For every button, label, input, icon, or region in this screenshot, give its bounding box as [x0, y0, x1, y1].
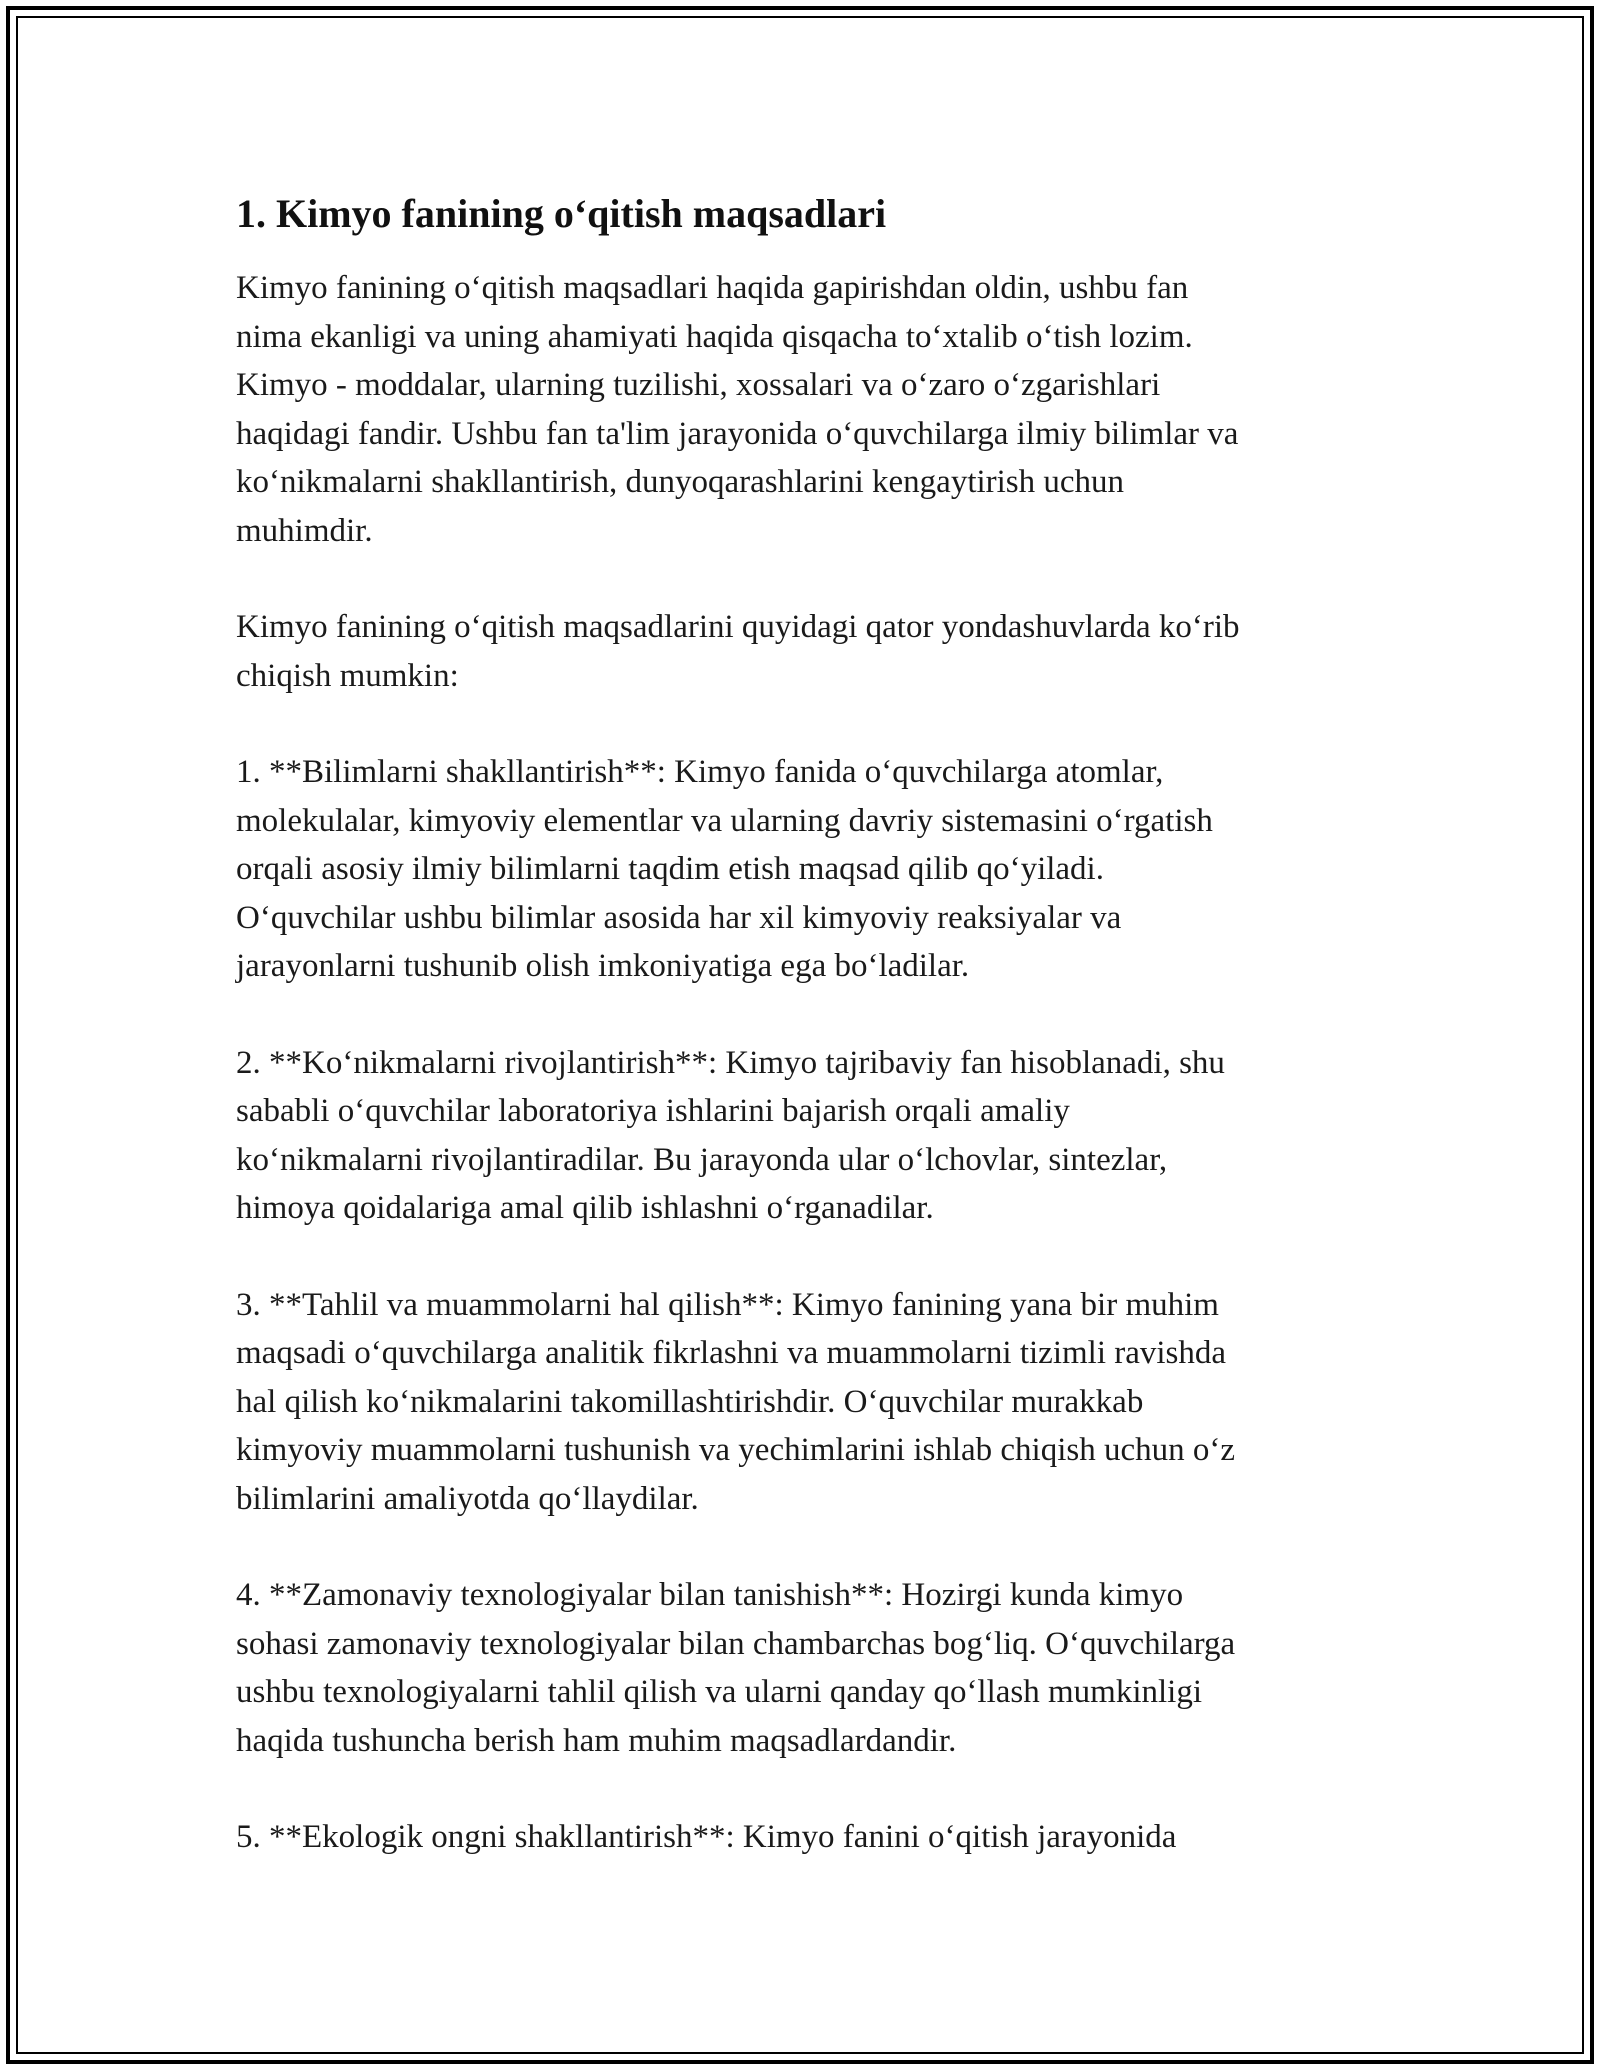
text-line: jarayonlarni tushunib olish imkoniyatiga ega boʻladilar.	[236, 948, 970, 984]
text-line: 1. **Bilimlarni shakllantirish**: Kimyo fanida oʻquvchilarga atomlar,	[236, 754, 1164, 790]
text-line: koʻnikmalarni shakllantirish, dunyoqarashlarini kengaytirish uchun	[236, 464, 1125, 500]
paragraph-approaches	[236, 603, 1366, 700]
text-line: muhimdir.	[236, 512, 373, 549]
text-line: sohasi zamonaviy texnologiyalar bilan chambarchas bogʻliq. Oʻquvchilarga	[236, 1625, 1236, 1662]
list-item-technology	[236, 1571, 1366, 1765]
list-item-skills	[236, 1039, 1366, 1233]
text-line: hal qilish koʻnikmalarini takomillashtirishdir. Oʻquvchilar murakkab	[236, 1383, 1144, 1420]
list-item-analysis	[236, 1281, 1366, 1524]
text-line: haqidagi fandir. Ushbu fan ta'lim jarayonida oʻquvchilarga ilmiy bilimlar va	[236, 415, 1239, 452]
text-line: Oʻquvchilar ushbu bilimlar asosida har xil kimyoviy reaksiyalar va	[236, 899, 1122, 936]
text-line: 4. **Zamonaviy texnologiyalar bilan tanishish**: Hozirgi kunda kimyo	[236, 1577, 1184, 1613]
text-line: 2. **Koʻnikmalarni rivojlantirish**: Kimyo tajribaviy fan hisoblanadi, shu	[236, 1044, 1225, 1081]
document-body	[236, 186, 1366, 1910]
text-line: sababli oʻquvchilar laboratoriya ishlarini bajarish orqali amaliy	[236, 1093, 1070, 1129]
text-line: Kimyo fanining oʻqitish maqsadlarini quyidagi qator yondashuvlarda koʻrib	[236, 609, 1240, 645]
paragraph-intro	[236, 264, 1366, 555]
text-line: himoya qoidalariga amal qilib ishlashni oʻrganadilar.	[236, 1190, 934, 1226]
text-line: kimyoviy muammolarni tushunish va yechimlarini ishlab chiqish uchun oʻz	[236, 1432, 1236, 1468]
text-line: orqali asosiy ilmiy bilimlarni taqdim etish maqsad qilib qoʻyiladi.	[236, 851, 1104, 887]
text-line: chiqish mumkin:	[236, 657, 459, 694]
text-line: molekulalar, kimyoviy elementlar va ularning davriy sistemasini oʻrgatish	[236, 802, 1213, 839]
document-title: 1. Kimyo fanining oʻqitish maqsadlari	[236, 191, 887, 236]
text-line: Kimyo - moddalar, ularning tuzilishi, xossalari va oʻzaro oʻzgarishlari	[236, 367, 1161, 403]
list-item-knowledge	[236, 748, 1366, 991]
text-line: maqsadi oʻquvchilarga analitik fikrlashni va muammolarni tizimli ravishda	[236, 1335, 1227, 1371]
text-line: koʻnikmalarni rivojlantiradilar. Bu jarayonda ular oʻlchovlar, sintezlar,	[236, 1141, 1168, 1178]
text-line: 5. **Ekologik ongni shakllantirish**: Kimyo fanini oʻqitish jarayonida	[236, 1819, 1177, 1855]
text-line: 3. **Tahlil va muammolarni hal qilish**: Kimyo fanining yana bir muhim	[236, 1286, 1219, 1323]
text-line: nima ekanligi va uning ahamiyati haqida qisqacha toʻxtalib oʻtish lozim.	[236, 318, 1193, 355]
list-item-ecology	[236, 1813, 1366, 1862]
text-line: ushbu texnologiyalarni tahlil qilish va ularni qanday qoʻllash mumkinligi	[236, 1674, 1203, 1710]
text-line: haqida tushuncha berish ham muhim maqsadlardandir.	[236, 1722, 957, 1759]
text-line: Kimyo fanining oʻqitish maqsadlari haqida gapirishdan oldin, ushbu fan	[236, 270, 1189, 306]
text-line: bilimlarini amaliyotda qoʻllaydilar.	[236, 1480, 699, 1517]
